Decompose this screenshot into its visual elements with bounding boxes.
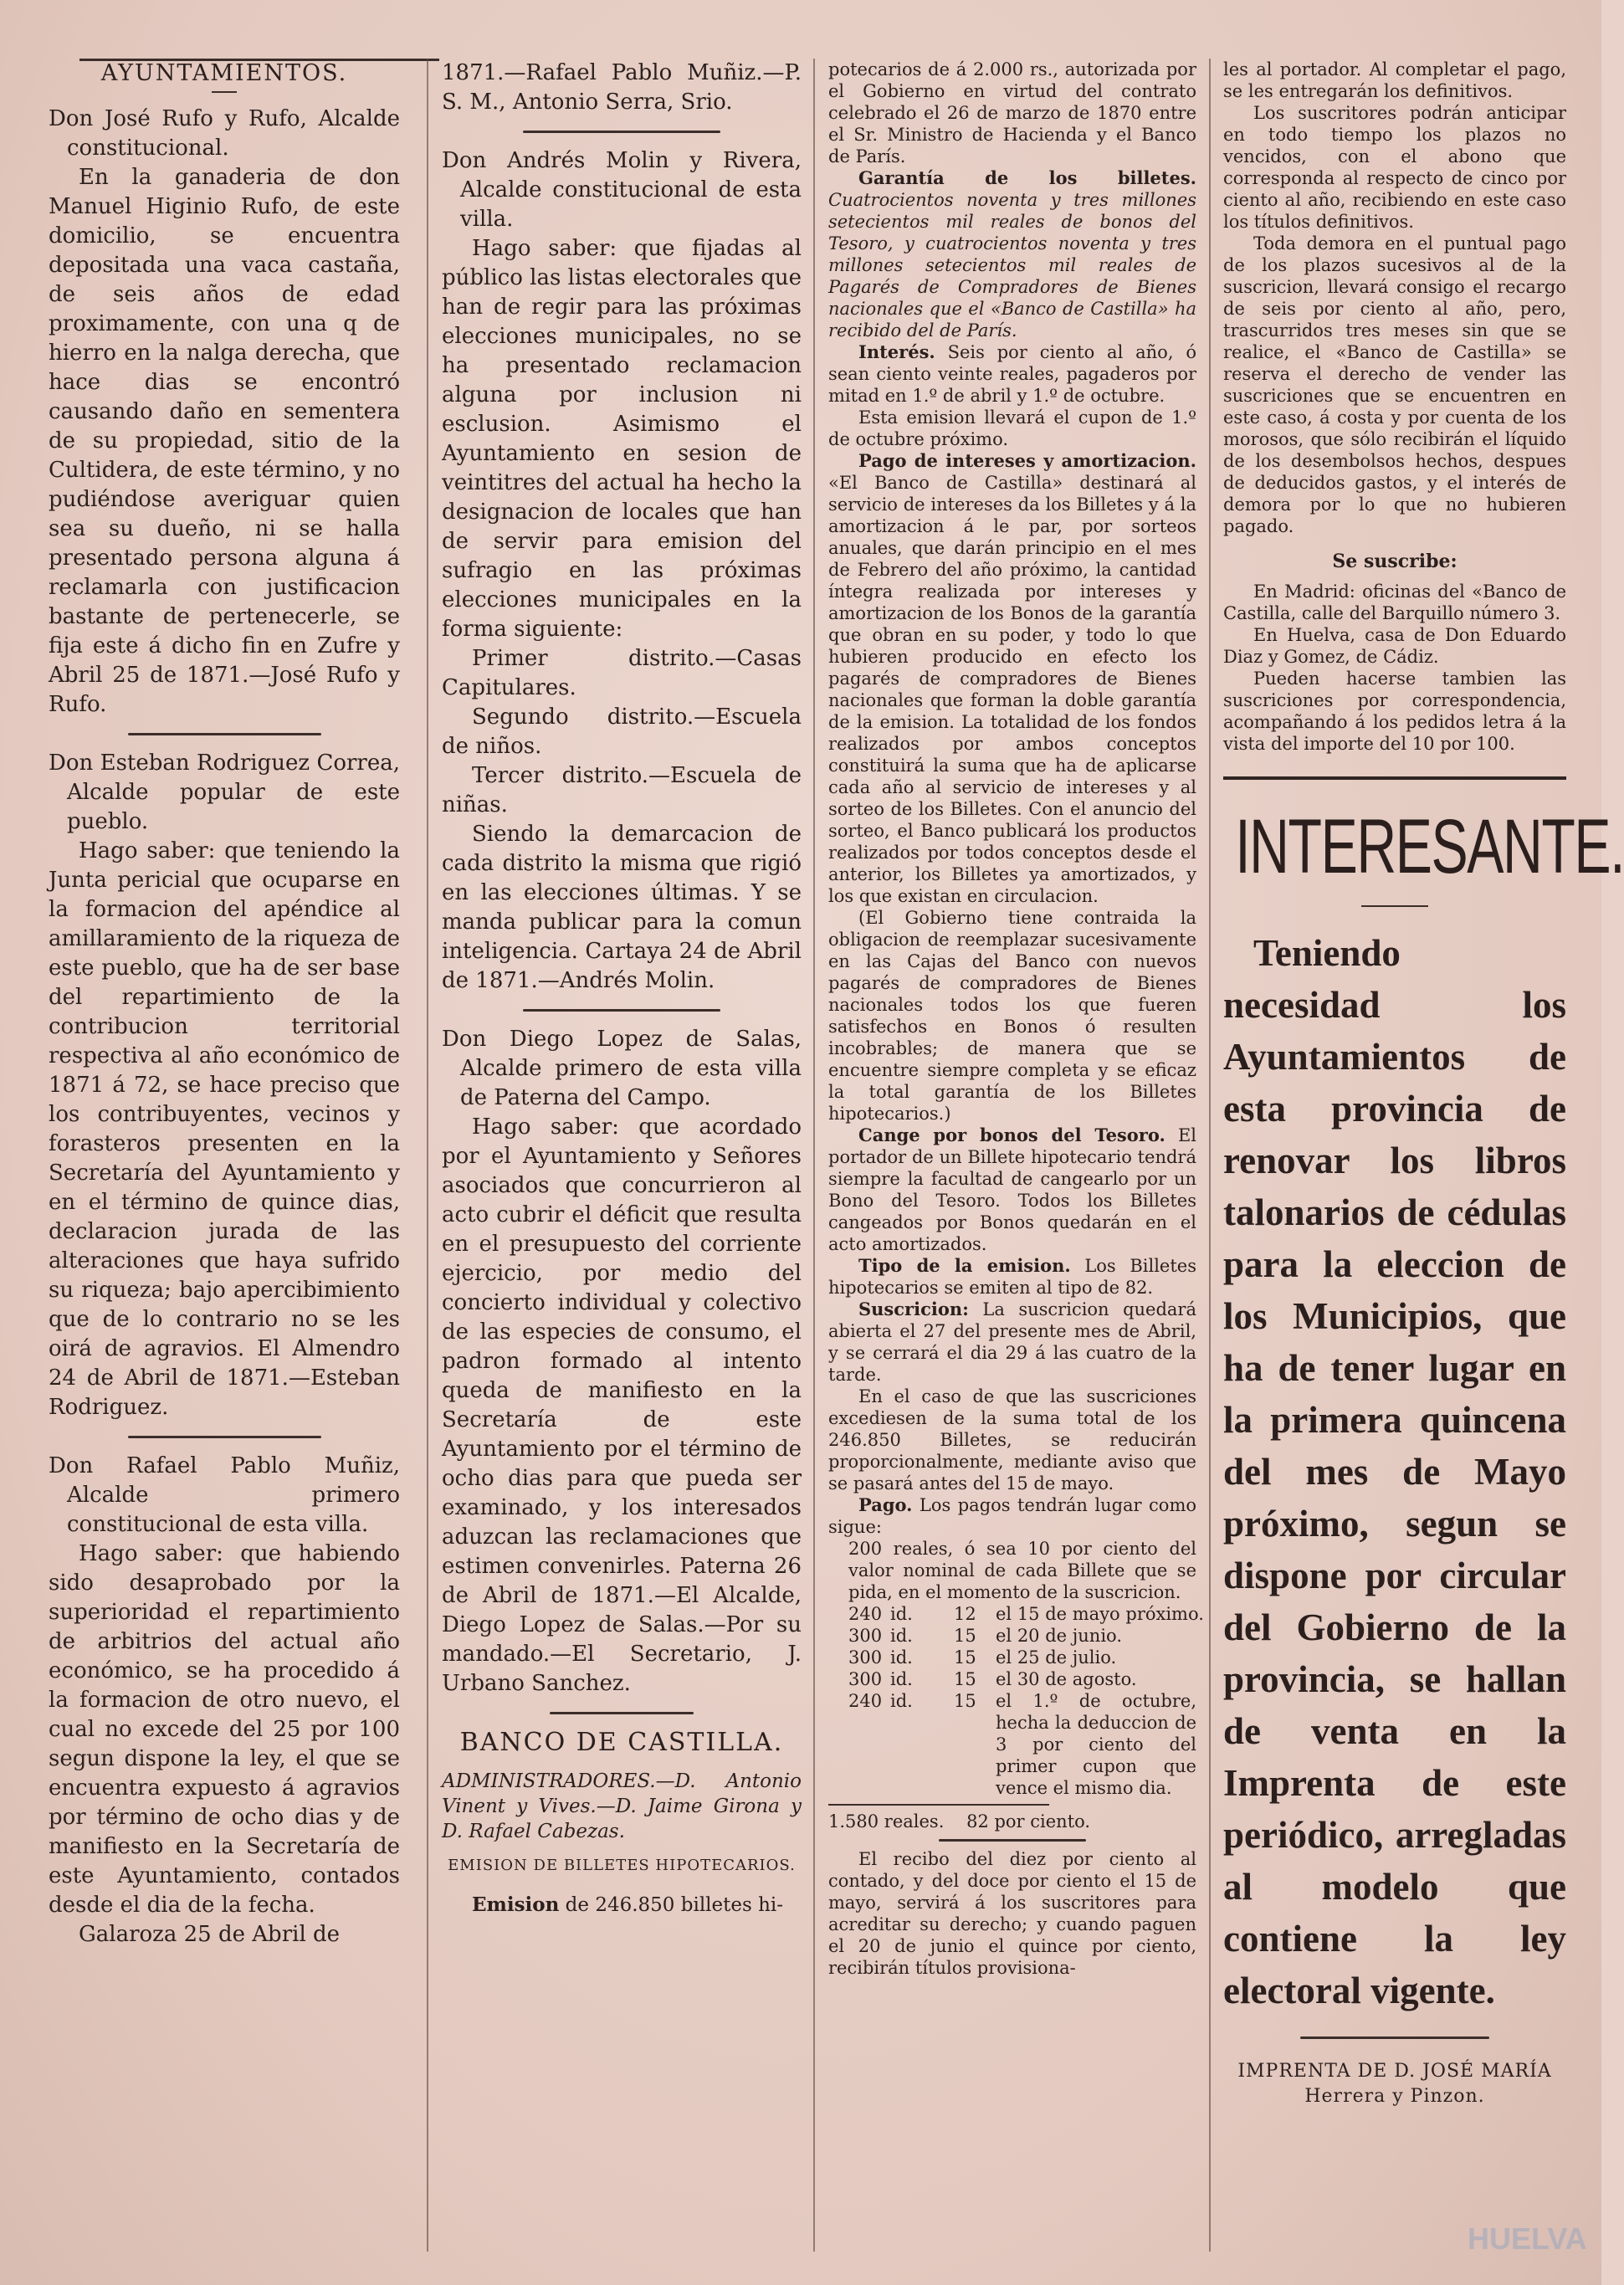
exceso-text: En el caso de que las suscriciones excediesen de la suma total de los 246.850 Billetes, se reducirán proporcionalmente, mediante aviso que se pasará antes del 15 de mayo. — [828, 1386, 1196, 1493]
schedule-id: id. — [890, 1626, 913, 1646]
notice-header: Don José Rufo y Rufo, Alcalde constitucional. — [49, 106, 400, 161]
suscricion-label: Suscricion: — [858, 1299, 969, 1319]
recibo-text: El recibo del diez por ciento al contado, y del doce por ciento el 15 de mayo, servirá á los suscritores para acreditar su derecho; y cuando paguen el 20 de junio el quince por ciento, recibirán títulos provisiona- — [828, 1849, 1196, 1978]
separator — [550, 1712, 694, 1714]
schedule-amount: 240 — [848, 1604, 883, 1624]
column-rule — [813, 59, 815, 2252]
notice-body: Hago saber: que habiendo sido desaprobado por la superioridad el repartimiento de arbitrios del actual año económico, se ha procedido á la formacion de otro nuevo, el cual no excede del 25 por 100 segun dispone la ley, el que se encuentra expuesto á agravios por término de ocho dias y de manifiesto en la Secretaría de este Ayuntamiento, contados desde el dia de la fecha. — [49, 1541, 400, 1918]
emision-label: Emision — [472, 1893, 560, 1916]
notice-header: Don Diego Lopez de Salas, Alcalde primero de esta villa de Paterna del Campo. — [442, 1027, 802, 1110]
cange-label: Cange por bonos del Tesoro. — [858, 1125, 1165, 1145]
separator — [128, 733, 321, 735]
title-dash — [212, 91, 237, 93]
schedule-id: id. — [890, 1647, 913, 1668]
heading-dash — [1361, 905, 1428, 907]
total-rule — [828, 1804, 1049, 1806]
schedule-pct: 12 — [954, 1604, 976, 1624]
suscribe-title: Se suscribe: — [1332, 551, 1458, 572]
notice-body: Hago saber: que acordado por el Ayuntamiento y Señores asociados que concurrieron al acto cubrir el déficit que resulta en el presupuesto del corriente ejercicio, por medio del concierto individual y colectivo de las especies de consumo, el padron formado al intento queda de manifiesto en la Secretaría de este Ayuntamiento por el término de ocho dias para que pueda ser examinado, y los interesados aduzcan las reclamaciones que estimen convenirles. Paterna 26 de Abril de 1871.—El Alcalde, Diego Lopez de Salas.—Por su mandado.—El Secretario, J. Urbano Sanchez. — [442, 1114, 802, 1696]
notice-header: Don Rafael Pablo Muñiz, Alcalde primero constitucional de esta villa. — [49, 1453, 400, 1537]
separator — [939, 1839, 1086, 1842]
notice-continuation: 1871.—Rafael Pablo Muñiz.—P. S. M., Antonio Serra, Srio. — [442, 60, 802, 115]
separator-thick — [1223, 776, 1566, 780]
interesante-heading: INTERESANTE. — [1235, 804, 1624, 889]
separator — [1300, 2037, 1489, 2039]
column-rule — [1209, 59, 1211, 2252]
district-2: Segundo distrito.—Escuela de niños. — [442, 704, 802, 759]
notice-header: Don Esteban Rodriguez Correa, Alcalde popular de este pueblo. — [49, 751, 400, 834]
notice-body: Hago saber: que teniendo la Junta pericial que ocuparse en la formacion del apéndice al amillaramiento de la riqueza de este pueblo, que ha de ser base del repartimiento de la contribucion territorial respectiva al año económico de 1871 á 72, se hace preciso que los contribuyentes, vecinos y forasteros presenten en la Secretaría del Ayuntamiento y en el término de quince dias, declaracion jurada de las alteraciones que haya sufrido su riqueza; bajo apercibimiento que de lo contrario no se les oirá de agravios. El Almendro 24 de Abril de 1871.—Esteban Rodriguez. — [49, 838, 400, 1420]
schedule-pct: 15 — [954, 1626, 976, 1646]
col4-text: les al portador. Al completar el pago, se les entregarán los definitivos. — [1223, 59, 1566, 101]
schedule-id: id. — [890, 1604, 913, 1624]
payment-schedule — [828, 1603, 1204, 1799]
schedule-id: id. — [890, 1669, 913, 1689]
schedule-desc: el 20 de junio. — [996, 1626, 1122, 1646]
col4-text: Los suscritores podrán anticipar en todo tiempo los plazos no vencidos, con el abono que corresponda al respecto de cinco por ciento al año, recibiendo en este caso los títulos definitivos. — [1223, 103, 1566, 232]
pago-text: «El Banco de Castilla» destinará al servicio de intereses da los Billetes y á la amortizacion á le par, por sorteos anuales, que darán principio en el mes de Febrero del año próximo, la cantidad íntegra realizada por intereses y amortizacion de los Bonos de la garantía que obran en su poder, y todo lo que hubieren producido en efecto los pagarés de compradores de Bienes nacionales que forman la doble garantía de la emision. La totalidad de los fondos realizados por ambos conceptos constituirá la suma que ha de aplicarse cada año al servicio de intereses y al sorteo de los Billetes. Con el anuncio del sorteo, el Banco publicará los productos realizados por todos conceptos desde el anterior, los Billetes ya amortizados, y los que existan en circulacion. — [828, 473, 1196, 906]
imprenta-footer: IMPRENTA DE D. JOSÉ MARÍA Herrera y Pinzon. — [1237, 2061, 1552, 2107]
emision-title: EMISION DE BILLETES HIPOTECARIOS. — [448, 1857, 796, 1874]
notice-body: Siendo la demarcacion de cada distrito la misma que rigió en las elecciones últimas. Y se manda publicar para la comun inteligencia. Cartaya 24 de Abril de 1871.—Andrés Molin. — [442, 822, 802, 993]
banco-text: potecarios de á 2.000 rs., autorizada por el Gobierno en virtud del contrato celebrado el 26 de marzo de 1870 entre el Sr. Ministro de Hacienda y el Banco de París. — [828, 59, 1196, 167]
schedule-row — [848, 1690, 1196, 1799]
pago2-label: Pago. — [858, 1494, 913, 1515]
suscricion-text: La suscricion quedará abierta el 27 del presente mes de Abril, y se cerrará el dia 29 á las cuatro de la tarde. — [828, 1299, 1196, 1385]
schedule-row — [848, 1603, 1204, 1625]
notice-body: Hago saber: que fijadas al público las listas electorales que han de regir para las próximas elecciones municipales, no se ha presentado reclamacion alguna por inclusion ni esclusion. Asimismo el Ayuntamiento en sesion de veintitres del actual ha hecho la designacion de locales que han de servir para emision del sufragio en las próximas elecciones municipales en la forma siguiente: — [442, 236, 802, 642]
interes-text: Seis por ciento al año, ó sean ciento veinte reales, pagaderos por mitad en 1.º de abril y 1.º de octubre. — [828, 342, 1196, 406]
notice-closing: Galaroza 25 de Abril de — [79, 1922, 341, 1947]
tipo-text: Los Billetes hipotecarios se emiten al tipo de 82. — [828, 1256, 1196, 1298]
separator — [523, 131, 721, 133]
banco-title: BANCO DE CASTILLA. — [459, 1728, 784, 1757]
schedule-pct: 15 — [954, 1647, 976, 1668]
schedule-row — [848, 1625, 1196, 1647]
notice-header: Don Andrés Molin y Rivera, Alcalde constitucional de esta villa. — [442, 148, 802, 232]
gobierno-text: (El Gobierno tiene contraida la obligacion de reemplazar sucesivamente en las Cajas del Banco con nuevos pagarés de compradores de Bienes nacionales todos los que fueren satisfechos en Bonos ó resulten incobrables; de manera que se encuentre siempre completa y se eficaz la total garantía de los Billetes hipotecarios.) — [828, 908, 1196, 1124]
emision-text: de 246.850 billetes hi- — [565, 1894, 784, 1916]
administradores: ADMINISTRADORES.—D. Antonio Vinent y Vives.—D. Jaime Girona y D. Rafael Cabezas. — [442, 1770, 802, 1842]
column-3 — [828, 59, 1204, 2235]
schedule-row — [848, 1647, 1196, 1668]
column-2 — [442, 59, 802, 2235]
schedule-desc: el 25 de julio. — [996, 1647, 1117, 1668]
schedule-amount: 240 — [848, 1691, 883, 1711]
pago2-text: Los pagos tendrán lugar como sigue: — [828, 1495, 1196, 1537]
column-rule — [427, 59, 428, 2252]
column-4 — [1223, 59, 1624, 2235]
interesante-text: Teniendo necesidad los Ayuntamientos de esta provincia de renovar los libros talonarios de cédulas para la eleccion de los Municipios, que ha de tener lugar en la primera quincena del mes de Mayo próximo, segun se dispone por circular del Gobierno de la provincia, se hallan de venta en la Imprenta de este periódico, arregladas al modelo que contiene la ley electoral vigente. — [1223, 932, 1566, 2011]
suscribe-madrid: En Madrid: oficinas del «Banco de Castilla, calle del Barquillo número 3. — [1223, 581, 1566, 623]
tipo-label: Tipo de la emision. — [858, 1255, 1071, 1276]
cupon-text: Esta emision llevará el cupon de 1.º de octubre próximo. — [828, 407, 1196, 449]
schedule-pct: 15 — [954, 1669, 976, 1689]
schedule-desc: el 15 de mayo próximo. — [996, 1604, 1204, 1624]
cange-text: El portador de un Billete hipotecario tendrá siempre la facultad de cangearlo por un Bono del Tesoro. Todos los Billetes cangeados por Bonos quedarán en el acto amortizados. — [828, 1125, 1196, 1254]
district-3: Tercer distrito.—Escuela de niñas. — [442, 763, 802, 817]
schedule-amount: 300 — [848, 1626, 883, 1646]
schedule-id: id. — [890, 1691, 913, 1711]
archive-stamp: HUELVA — [1468, 2221, 1587, 2256]
schedule-desc: el 30 de agosto. — [996, 1669, 1137, 1689]
suscribe-huelva: En Huelva, casa de Don Eduardo Diaz y Gomez, de Cádiz. — [1223, 625, 1566, 667]
col4-text: Toda demora en el puntual pago de los plazos sucesivos al de la suscricion, llevará consigo el recargo de seis por ciento al año, pero, trascurridos tres meses sin que se realice, el «Banco de Castilla» se reserva el derecho de vender las suscriciones que se encuentren en este caso, á costa y por cuenta de los morosos, que sólo recibirán el líquido de los desembolsos hechos, despues de deducidos gastos, y el interés de demora por lo que no hubieren pagado. — [1223, 233, 1566, 536]
interes-label: Interés. — [858, 341, 935, 362]
schedule-amount: 300 — [848, 1669, 883, 1689]
schedule-total: 1.580 reales. 82 por ciento. — [828, 1811, 1091, 1832]
schedule-first-row: 200 reales, ó sea 10 por ciento del valor nominal de cada Billete que se pida, en el momento de la suscricion. — [848, 1539, 1196, 1602]
pago-label: Pago de intereses y amortizacion. — [858, 450, 1196, 471]
section-title-ayuntamientos: AYUNTAMIENTOS. — [100, 60, 348, 86]
schedule-row — [848, 1668, 1196, 1690]
schedule-pct: 15 — [954, 1691, 976, 1711]
garantia-text: Cuatrocientos noventa y tres millones setecientos mil reales de bonos del Tesoro, y cuatrocientos noventa y tres millones setecientos mil reales de Pagarés de Compradores de Bienes nacionales que el «Banco de Castilla» ha recibido del de París. — [828, 190, 1196, 341]
column-1 — [49, 59, 400, 2235]
suscribe-correspondencia: Pueden hacerse tambien las suscriciones por correspondencia, acompañando á los pedidos letra á la vista del importe del 10 por 100. — [1223, 669, 1566, 754]
notice-body: En la ganaderia de don Manuel Higinio Rufo, de este domicilio, se encuentra depositada una vaca castaña, de seis años de edad proximamente, con una q de hierro en la nalga derecha, que hace dias se encontró causando daño en sementera de su propiedad, sitio de la Cultidera, de este término, y no pudiéndose averiguar quien sea su dueño, ni se halla presentado persona alguna á reclamarla con justificacion bastante de pertenecerle, se fija este á dicho fin en Zufre y Abril 25 de 1871.—José Rufo y Rufo. — [49, 165, 400, 717]
separator — [523, 1009, 721, 1012]
garantia-label: Garantía de los billetes. — [858, 167, 1196, 188]
schedule-amount: 300 — [848, 1647, 883, 1668]
schedule-desc: el 1.º de octubre, hecha la deduccion de 3 por ciento del primer cupon que vence el mismo dia. — [996, 1691, 1196, 1798]
district-1: Primer distrito.—Casas Capitulares. — [442, 646, 802, 700]
separator — [128, 1436, 321, 1438]
